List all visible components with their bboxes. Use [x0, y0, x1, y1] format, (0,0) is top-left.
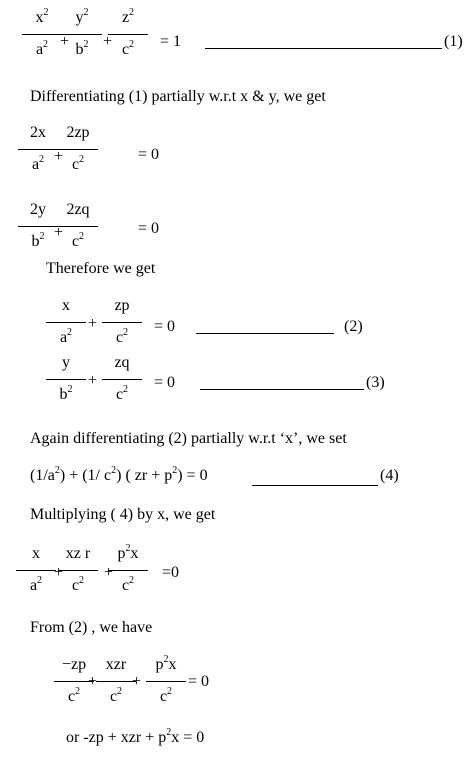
fraction-bar — [18, 149, 58, 150]
equation-rhs: = 0 — [188, 673, 210, 690]
fraction-bar — [102, 379, 142, 380]
equation-rhs: = 0 — [154, 374, 176, 391]
leader-line — [205, 48, 442, 49]
equation-rhs: = 0 — [138, 220, 160, 237]
plus-sign: + — [104, 564, 114, 581]
body-text: Therefore we get — [46, 260, 156, 277]
plus-sign: + — [103, 33, 113, 50]
fraction-bar — [58, 149, 98, 150]
fraction-bar — [46, 379, 86, 380]
fraction-bar — [16, 570, 56, 571]
leader-line — [200, 389, 364, 390]
fraction-bar — [96, 681, 136, 682]
fraction-bar — [62, 34, 102, 35]
fraction-bar — [108, 570, 148, 571]
plus-sign: + — [54, 224, 64, 241]
plus-sign: + — [132, 673, 142, 690]
fraction-bar — [146, 681, 186, 682]
plus-sign: + — [54, 148, 64, 165]
leader-line — [196, 333, 334, 334]
fraction-bar — [46, 322, 86, 323]
equation-final: or -zp + xzr + $p^2x = 0$ — [66, 727, 205, 746]
fraction-bar — [58, 570, 98, 571]
fraction-bar — [58, 226, 98, 227]
body-text: From (2) , we have — [30, 619, 153, 636]
plus-sign: + — [54, 564, 64, 581]
equation-label: (2) — [344, 318, 363, 335]
body-text: Multiplying ( 4) by x, we get — [30, 506, 216, 523]
equation-rhs: = 0 — [154, 318, 176, 335]
fraction-bar — [108, 34, 148, 35]
equation-label: (4) — [380, 467, 399, 484]
equation-expression: $(1/a^2) + (1/$ $c^2$) ( zr + $p^2) = 0$ — [30, 465, 208, 484]
equation-label: (3) — [366, 374, 385, 391]
equation-label: (1) — [444, 33, 463, 50]
equation-rhs: = 0 — [138, 146, 160, 163]
plus-sign: + — [60, 33, 70, 50]
leader-line — [252, 485, 378, 486]
plus-sign: + — [88, 673, 98, 690]
equation-rhs: =0 — [162, 564, 180, 581]
body-text: Differentiating (1) partially w.r.t x & y, we get — [30, 88, 326, 105]
plus-sign: + — [88, 315, 98, 332]
equation-rhs: = 1 — [160, 33, 182, 50]
fraction-bar — [18, 226, 58, 227]
fraction-bar — [22, 34, 62, 35]
body-text: Again differentiating (2) partially w.r.t ‘x’, we set — [30, 430, 347, 447]
fraction-bar — [102, 322, 142, 323]
plus-sign: + — [88, 372, 98, 389]
